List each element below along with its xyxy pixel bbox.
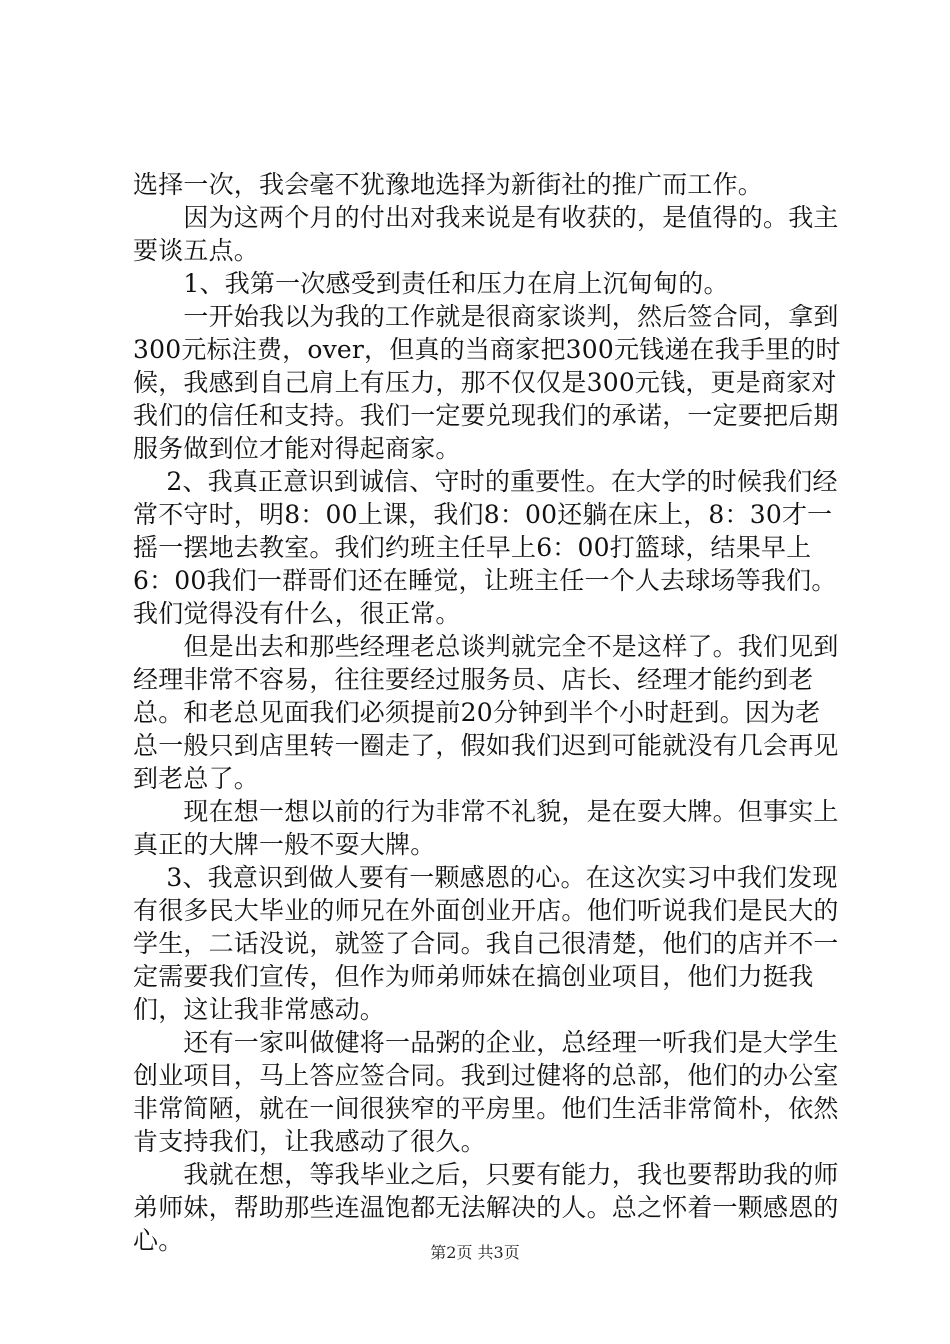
paragraph: 还有一家叫做健将一品粥的企业，总经理一听我们是大学生创业项目，马上答应签合同。我到过健将的总部，他们的办公室非常简陋，就在一间很狭窄的平房里。他们生活非常简朴，依然肯支持我们，让我感动了很久。 bbox=[133, 1028, 839, 1156]
paragraph: 3、我意识到做人要有一颗感恩的心。在这次实习中我们发现有很多民大毕业的师兄在外面创业开店。他们听说我们是民大的学生，二话没说，就签了合同。我自己很清楚，他们的店并不一定需要我们宣传，但作为师弟师妹在搞创业项目，他们力挺我们，这让我非常感动。 bbox=[133, 863, 839, 1024]
paragraph: 但是出去和那些经理老总谈判就完全不是这样了。我们见到经理非常不容易，往往要经过服务员、店长、经理才能约到老总。和老总见面我们必须提前20分钟到半个小时赶到。因为老总一般只到店里转一圈走了，假如我们迟到可能就没有几会再见到老总了。 bbox=[133, 632, 839, 793]
page-footer bbox=[0, 1243, 950, 1263]
paragraph: 现在想一想以前的行为非常不礼貌，是在耍大牌。但事实上真正的大牌一般不耍大牌。 bbox=[133, 797, 839, 859]
paragraph: 1、我第一次感受到责任和压力在肩上沉甸甸的。 bbox=[133, 269, 729, 298]
paragraph: 2、我真正意识到诚信、守时的重要性。在大学的时候我们经常不守时，明8：00上课，我们8：00还躺在床上，8：30才一摇一摆地去教室。我们约班主任早上6：00打篮球，结果早上6：00我们一群哥们还在睡觉，让班主任一个人去球场等我们。我们觉得没有什么，很正常。 bbox=[133, 467, 838, 628]
paragraph: 一开始我以为我的工作就是很商家谈判，然后签合同，拿到300元标注费，over，但真的当商家把300元钱递在我手里的时候，我感到自己肩上有压力，那不仅仅是300元钱，更是商家对我们的信任和支持。我们一定要兑现我们的承诺，一定要把后期服务做到位才能对得起商家。 bbox=[133, 302, 841, 463]
paragraph: 选择一次，我会毫不犹豫地选择为新街社的推广而工作。 bbox=[133, 170, 764, 199]
document-body bbox=[133, 168, 843, 1257]
paragraph: 因为这两个月的付出对我来说是有收获的，是值得的。我主要谈五点。 bbox=[133, 203, 839, 265]
page-number: 第2页 共3页 bbox=[430, 1243, 520, 1262]
paragraph: 我就在想，等我毕业之后，只要有能力，我也要帮助我的师弟师妹，帮助那些连温饱都无法解决的人。总之怀着一颗感恩的心。 bbox=[133, 1160, 839, 1255]
